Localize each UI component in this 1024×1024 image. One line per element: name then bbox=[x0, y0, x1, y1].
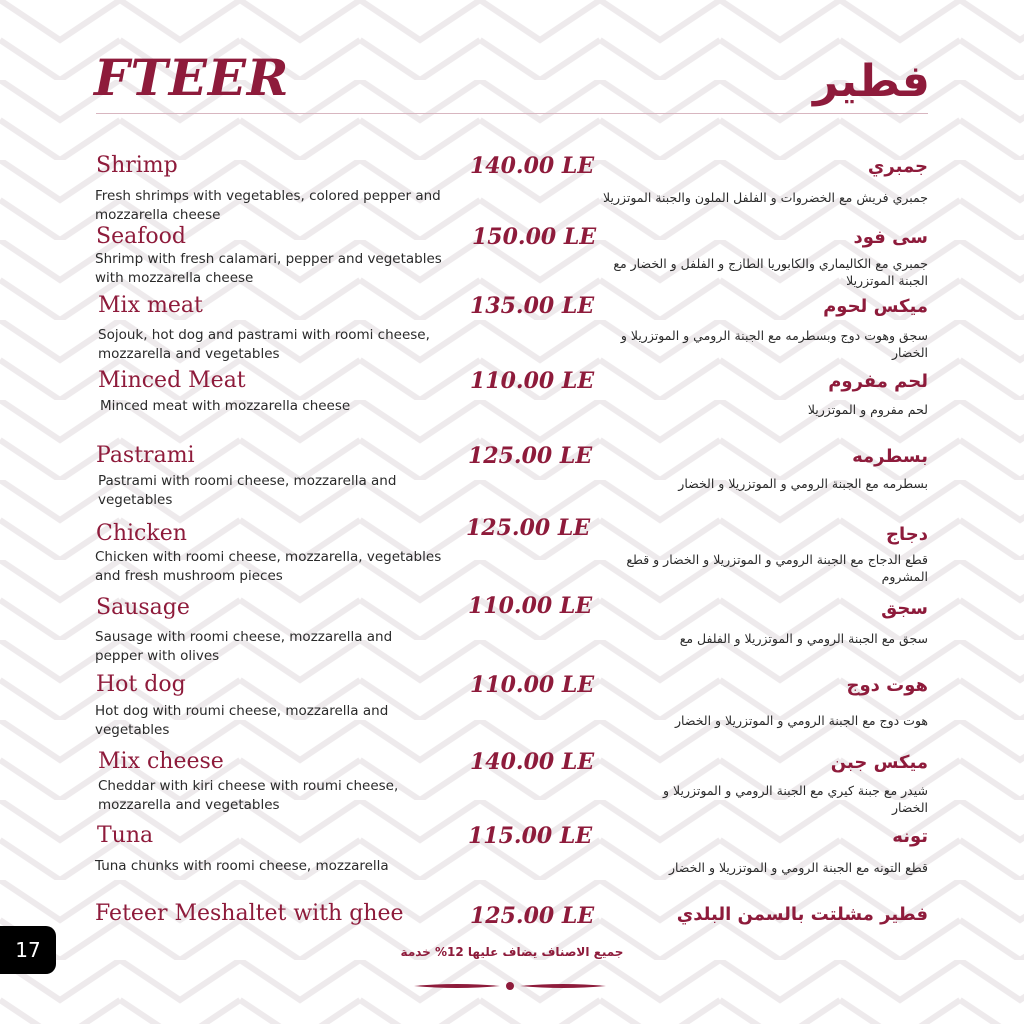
service-charge-note: جميع الاصناف يضاف عليها 12% خدمة bbox=[400, 945, 624, 959]
item-description-ar: سجق مع الجبنة الرومي و الموتزريلا و الفلفل مع bbox=[679, 631, 928, 646]
item-description-en: Pastrami with roomi cheese, mozzarella and vegetables bbox=[98, 473, 397, 508]
item-description-ar: قطع التونه مع الجبنة الرومي و الموتزريلا و الخضار bbox=[668, 860, 928, 875]
item-name-ar: جمبري bbox=[867, 156, 928, 177]
item-price: 125.00 LE bbox=[468, 443, 593, 469]
item-price: 125.00 LE bbox=[470, 903, 595, 929]
item-description-en: Shrimp with fresh calamari, pepper and vegetables with mozzarella cheese bbox=[95, 251, 442, 286]
item-name-en: Seafood bbox=[96, 224, 186, 249]
item-price: 125.00 LE bbox=[466, 515, 591, 541]
item-price: 110.00 LE bbox=[470, 368, 595, 394]
item-price: 115.00 LE bbox=[468, 823, 593, 849]
item-description-en: Sausage with roomi cheese, mozzarella and pepper with olives bbox=[95, 629, 393, 664]
item-name-ar: سجق bbox=[881, 598, 928, 619]
item-name-en: Hot dog bbox=[96, 672, 186, 697]
item-description-ar: جمبري فريش مع الخضروات و الفلفل الملون والجبنة الموتزريلا bbox=[603, 190, 928, 205]
item-name-ar: سى فود bbox=[853, 227, 928, 248]
item-name-ar: لحم مفروم bbox=[828, 371, 928, 392]
item-name-en: Tuna bbox=[97, 823, 154, 848]
item-name-en: Mix meat bbox=[98, 293, 203, 318]
title-divider bbox=[96, 113, 928, 114]
ornament-divider-icon bbox=[412, 978, 608, 994]
item-description-en: Chicken with roomi cheese, mozzarella, vegetables and fresh mushroom pieces bbox=[95, 549, 442, 584]
item-name-en: Shrimp bbox=[96, 153, 178, 178]
item-name-en: Feteer Meshaltet with ghee bbox=[95, 901, 404, 926]
item-description-en: Cheddar with kiri cheese with roumi cheese, mozzarella and vegetables bbox=[98, 778, 399, 813]
item-price: 110.00 LE bbox=[468, 593, 593, 619]
item-description-en: Sojouk, hot dog and pastrami with roomi cheese, mozzarella and vegetables bbox=[98, 327, 430, 362]
page-title-ar: فطير bbox=[812, 56, 930, 107]
item-name-ar: بسطرمه bbox=[852, 446, 928, 467]
item-name-en: Minced Meat bbox=[98, 368, 246, 393]
item-description-ar: هوت دوج مع الجبنة الرومي و الموتزريلا و الخضار bbox=[675, 713, 928, 728]
item-name-en: Mix cheese bbox=[98, 749, 224, 774]
item-name-en: Chicken bbox=[96, 521, 187, 546]
item-description-ar: لحم مفروم و الموتزريلا bbox=[807, 402, 928, 417]
item-price: 135.00 LE bbox=[470, 293, 595, 319]
item-description-en: Fresh shrimps with vegetables, colored pepper and mozzarella cheese bbox=[95, 188, 441, 223]
item-description-en: Hot dog with roumi cheese, mozzarella and vegetables bbox=[95, 703, 389, 738]
page-number-badge: 17 bbox=[0, 926, 56, 974]
item-name-en: Sausage bbox=[96, 595, 190, 620]
item-name-ar: هوت دوج bbox=[846, 675, 928, 696]
item-description-ar: قطع الدجاج مع الجبنة الرومي و الموتزريلا و الخضار و قطع المشروم bbox=[626, 552, 928, 584]
item-description-ar: سجق وهوت دوج وبسطرمه مع الجبنة الرومي و الموتزريلا و الخضار bbox=[620, 328, 928, 360]
item-name-ar: ميكس جبن bbox=[830, 752, 928, 773]
item-name-ar: تونه bbox=[892, 826, 928, 847]
item-description-ar: بسطرمه مع الجبنة الرومي و الموتزريلا و الخضار bbox=[678, 476, 928, 491]
item-price: 150.00 LE bbox=[472, 224, 597, 250]
item-price: 140.00 LE bbox=[470, 749, 595, 775]
item-description-ar: جمبري مع الكاليماري والكابوريا الطازج و الفلفل و الخضار مع الجبنة الموتزريلا bbox=[613, 256, 928, 288]
item-description-en: Minced meat with mozzarella cheese bbox=[100, 398, 351, 414]
item-description-ar: شيدر مع جبنة كيري مع الجبنة الرومي و الموتزريلا و الخضار bbox=[663, 783, 928, 815]
item-description-en: Tuna chunks with roomi cheese, mozzarella bbox=[95, 858, 389, 874]
item-price: 140.00 LE bbox=[470, 153, 595, 179]
item-name-ar: فطير مشلتت بالسمن البلدي bbox=[676, 904, 928, 925]
item-price: 110.00 LE bbox=[470, 672, 595, 698]
item-name-ar: دجاج bbox=[886, 524, 928, 545]
page-title-en: FTEER bbox=[94, 48, 290, 107]
item-name-en: Pastrami bbox=[96, 443, 195, 468]
item-name-ar: ميكس لحوم bbox=[823, 296, 928, 317]
